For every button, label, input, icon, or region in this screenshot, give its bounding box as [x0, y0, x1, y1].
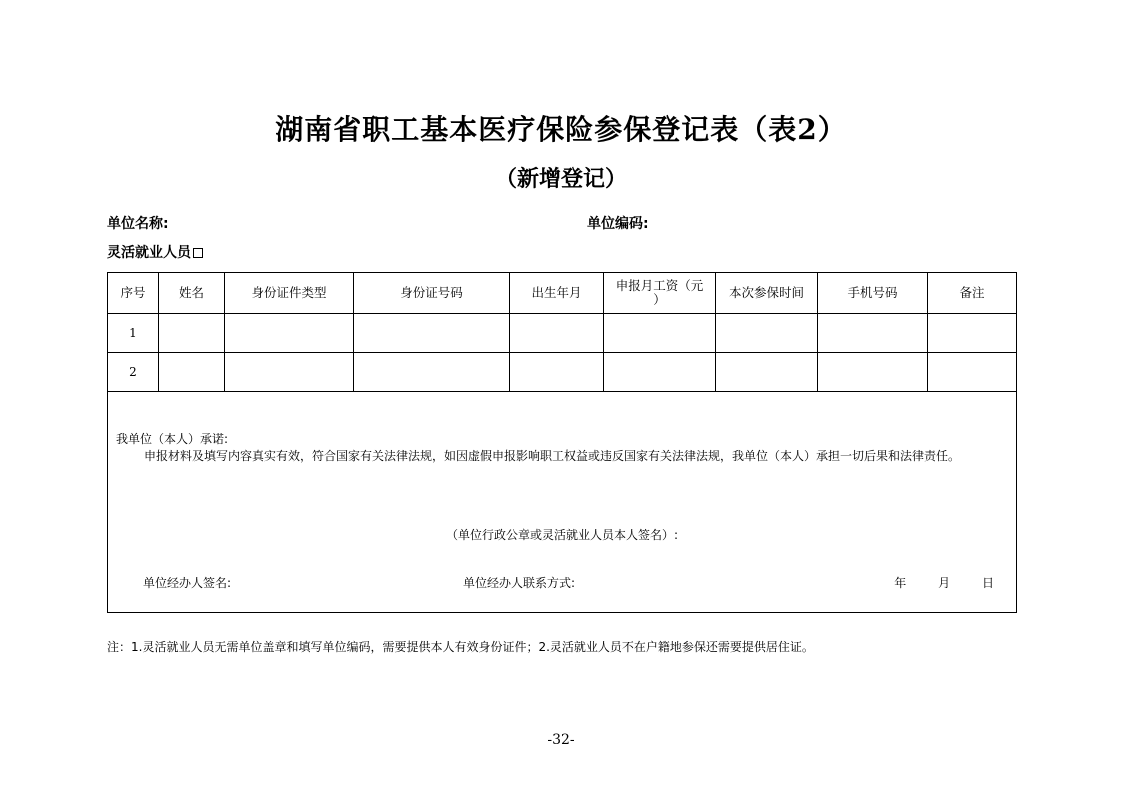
pledge-cell [108, 392, 1017, 613]
cell-start-time[interactable] [716, 353, 818, 392]
flexible-employment-checkbox[interactable] [193, 248, 203, 258]
unit-code-label: 单位编码: [587, 216, 649, 232]
document-title: 湖南省职工基本医疗保险参保登记表（表2） [275, 113, 847, 146]
table-header-row [108, 273, 1017, 314]
cell-name[interactable] [159, 314, 225, 353]
pledge-row [108, 392, 1017, 613]
pledge-text: 申报材料及填写内容真实有效，符合国家有关法律法规，如因虚假申报影响职工权益或违反国家有关法律法规，我单位（本人）承担一切后果和法律责任。 [144, 449, 961, 463]
cell-id-number[interactable] [354, 353, 510, 392]
cell-phone[interactable] [818, 353, 928, 392]
header-salary-line2: ） [653, 292, 666, 307]
cell-phone[interactable] [818, 314, 928, 353]
cell-birth[interactable] [510, 353, 604, 392]
header-seq: 序号 [108, 273, 159, 314]
cell-remark[interactable] [928, 353, 1017, 392]
date-month-label: 月 [938, 576, 951, 590]
table-row [108, 314, 1017, 353]
cell-salary[interactable] [604, 314, 716, 353]
cell-start-time[interactable] [716, 314, 818, 353]
footnote: 注：1.灵活就业人员无需单位盖章和填写单位编码，需要提供本人有效身份证件；2.灵活就业人员不在户籍地参保还需要提供居住证。 [107, 640, 814, 654]
handler-contact-label: 单位经办人联系方式: [463, 576, 576, 590]
cell-birth[interactable] [510, 314, 604, 353]
seal-signature-label: （单位行政公章或灵活就业人员本人签名）: [445, 528, 679, 542]
row-seq: 1 [108, 314, 159, 353]
header-salary [604, 273, 716, 314]
handler-signature-label: 单位经办人签名: [143, 576, 232, 590]
header-birth: 出生年月 [510, 273, 604, 314]
pledge-heading: 我单位（本人）承诺: [116, 432, 229, 446]
date-year-label: 年 [894, 576, 907, 590]
header-phone: 手机号码 [818, 273, 928, 314]
cell-name[interactable] [159, 353, 225, 392]
document-subtitle: （新增登记） [494, 166, 627, 192]
cell-salary[interactable] [604, 353, 716, 392]
date-day-label: 日 [981, 576, 994, 590]
header-start-time: 本次参保时间 [716, 273, 818, 314]
row-seq: 2 [108, 353, 159, 392]
cell-id-number[interactable] [354, 314, 510, 353]
header-salary-line1: 申报月工资（元 [615, 278, 704, 293]
flexible-employment-row [107, 242, 203, 262]
header-id-number: 身份证号码 [354, 273, 510, 314]
header-name: 姓名 [159, 273, 225, 314]
table-row [108, 353, 1017, 392]
header-remark: 备注 [928, 273, 1017, 314]
registration-table [107, 272, 1017, 613]
cell-id-type[interactable] [225, 353, 354, 392]
pledge-section [108, 392, 1016, 612]
flexible-employment-label: 灵活就业人员 [107, 245, 191, 261]
cell-id-type[interactable] [225, 314, 354, 353]
unit-name-label: 单位名称: [107, 216, 169, 232]
page-number: -32- [547, 732, 575, 748]
date-field [866, 575, 994, 592]
cell-remark[interactable] [928, 314, 1017, 353]
header-id-type: 身份证件类型 [225, 273, 354, 314]
